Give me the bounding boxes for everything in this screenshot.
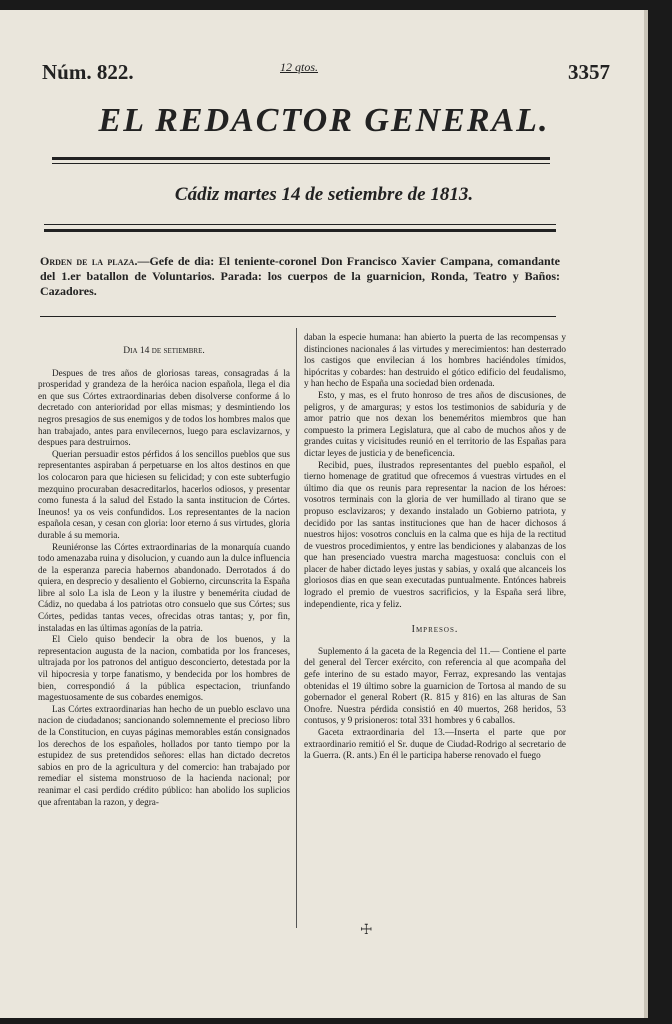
article-paragraph: Reuniéronse las Córtes extraordinarias de la monarquía cuando todo amenazaba ruina y disolucion, y cuando aun la dulce influencia de la esperanza parecia habernos abandonado. Derrotados á do quiera, en desprecio y desaliento el Gobierno, circunscrita la España libre al solo La isla de Leon y la ilustre y benemérita ciudad de Cádiz, no quedaba á los patriotas otro consuelo que sus Córtes; sus Córtes, pedidas tantas veces, ofrecidas otras tantas; y, por fin, instaladas en las últimas agonías de la patria. xyxy=(38,541,290,633)
orden-de-la-plaza xyxy=(40,254,560,299)
divider-rule-thin xyxy=(52,163,550,164)
impresos-paragraph: Gaceta extraordinaria del 13.—Inserta el parte que por extraordinario remitió el Sr. duque de Ciudad-Rodrigo al secretario de la Guerra. (R. ants.) En él le participa haberse renovado el fuego xyxy=(304,727,566,761)
divider-rule xyxy=(52,157,550,160)
article-paragraph: Las Córtes extraordinarias han hecho de un pueblo esclavo una nacion de ciudadanos; sancionando solemnemente el precioso libro de la Constitucion, en cuyas páginas memorables están consignados los derechos de los españoles, hollados por tanto tiempo por la estupidez de sus pretendidos señores: ellas han dictado decretos sabios en pro de la agricultura y del comercio: han trabajado por remediar el sistema monstruoso de la hacienda nacional; por reanimar el casi perdido crédito público: han abolido los suplicios que afrentaban la razon, y degra- xyxy=(38,703,290,807)
page-edge xyxy=(644,10,648,1018)
orden-label: Orden de la plaza. xyxy=(40,254,138,268)
article-paragraph: daban la especie humana: han abierto la puerta de las recompensas y distinciones nacionales á las virtudes y merecimientos: han desterrado los castigos que envilecian á los hombres haciéndoles tímidos, hipócritas y cobardes: han destruido el gótico edificio del feudalismo, y han hecho de España una sociedad bien ordenada. xyxy=(304,332,566,389)
divider-rule-thin xyxy=(44,224,556,225)
issue-number: Núm. 822. xyxy=(42,60,134,84)
article-paragraph: Querian persuadir estos pérfidos á los sencillos pueblos que sus representantes aspiraban á perpetuarse en los altos destinos en que los colocaron para que hiciesen su felicidad; y con este subterfugio mezquino procuraban desacreditarlos, hacerlos odiosos, y presentar como funesta á la salud del Estado la santa institucion de Córtes. Ineunos! ya os veis confundidos. Los representantes de la nacion española cesan, y cesan con gloria: loor eterno á sus virtudes, gloria durable á su memoria. xyxy=(38,448,290,540)
newspaper-page xyxy=(0,10,648,1018)
article-paragraph: Esto, y mas, es el fruto honroso de tres años de discusiones, de peligros, y de amarguras; y estos los testimonios de sabiduría y de amor patrio que nos dexan los beneméritos miembros que han compuesto la primera Legislatura, que al cabo de muchos años y de grandes cuitas y vicisitudes reunió en el territorio de las Españas para dictar leyes de justicia y de beneficencia. xyxy=(304,389,566,458)
printer-mark-icon: ☩ xyxy=(360,923,373,938)
divider-rule xyxy=(44,229,556,232)
page-number: 3357 xyxy=(568,60,610,84)
right-column xyxy=(304,332,566,762)
impresos-heading: Impresos. xyxy=(411,624,459,636)
orden-text: —Gefe de dia: El teniente-coronel Don Francisco Xavier Campana, comandante del 1.er batallon de Voluntarios. Parada: los cuerpos de la guarnicion, Ronda, Teatro y Baños: Cazadores. xyxy=(40,254,560,298)
article-paragraph: El Cielo quiso bendecir la obra de los buenos, y la representacion augusta de la nacion, combatida por los franceses, ultrajada por los patronos del antiguo desconcierto, detestada por la vil hipocresia y torpe fanatismo, y bendecida por los hombres de bien, correspondió á la pública espectacion, triunfando magestuosamente de sus cobardes enemigos. xyxy=(38,634,290,703)
left-column xyxy=(38,332,290,808)
masthead-top-line xyxy=(40,60,618,90)
article-paragraph: Recibid, pues, ilustrados representantes del pueblo español, el tierno homenage de gratitud que ofrecemos á vuestras virtudes en el último dia que os reunis para representar la nacion de los héroes: vosotros terminais con la gloria de ver humillado al tirano que se propuso esclavizaros; y dexando instalado un Gobierno patriota, y decidido por las santas instituciones que han de hacer dichosos á nuestros hijos: vosotros concluis en la calma que es hija de la rectitud de vuestros procedimientos, y entre las bendiciones y alabanzas de los que han presenciado vuestra marcha magestuosa: concluis con el placer de haber dictado leyes justas y sabias, y oxalá que alcanceis los gloriosos dias en que sean executadas puntualmente. Entónces habreis logrado el premio de vuestros sacrificios, y la España será libre, independiente, rica y feliz. xyxy=(304,459,566,609)
article-paragraph: Despues de tres años de gloriosas tareas, consagradas á la prosperidad y grandeza de la heróica nacion española, llega el dia en que sus Córtes extraordinarias deben disolverse conforme á lo decretado con anterioridad por ellas mismas; y desmintiendo los negros presagios de sus enemigos y de todos los hombres malos que han trabajado, antes para envilecernos, luego para esclavizarnos, y despues para destruirnos. xyxy=(38,367,290,448)
dateline: Cádiz martes 14 de setiembre de 1813. xyxy=(174,184,474,205)
impresos-paragraph: Suplemento á la gaceta de la Regencia del 11.— Contiene el parte del general del Tercer exército, con referencia al que acompaña del gefe interino de su estado mayor, Ferraz, expresando las ventajas obtenidas el 19 último sobre la guarnicion de Tortosa al mando de su gobernador el general Robert (R. 815 y 816) en las alturas de San Onofre. Nuestra pérdida consistió en 40 muertos, 268 heridos, 53 contusos, y 9 prisioneros: total 331 hombres y 6 caballos. xyxy=(304,645,566,726)
newspaper-title: EL REDACTOR GENERAL. xyxy=(98,102,550,139)
divider-rule-thin xyxy=(40,316,556,317)
column-divider xyxy=(296,328,297,928)
price: 12 qtos. xyxy=(280,60,319,74)
section-heading: Dia 14 de setiembre. xyxy=(123,346,205,356)
